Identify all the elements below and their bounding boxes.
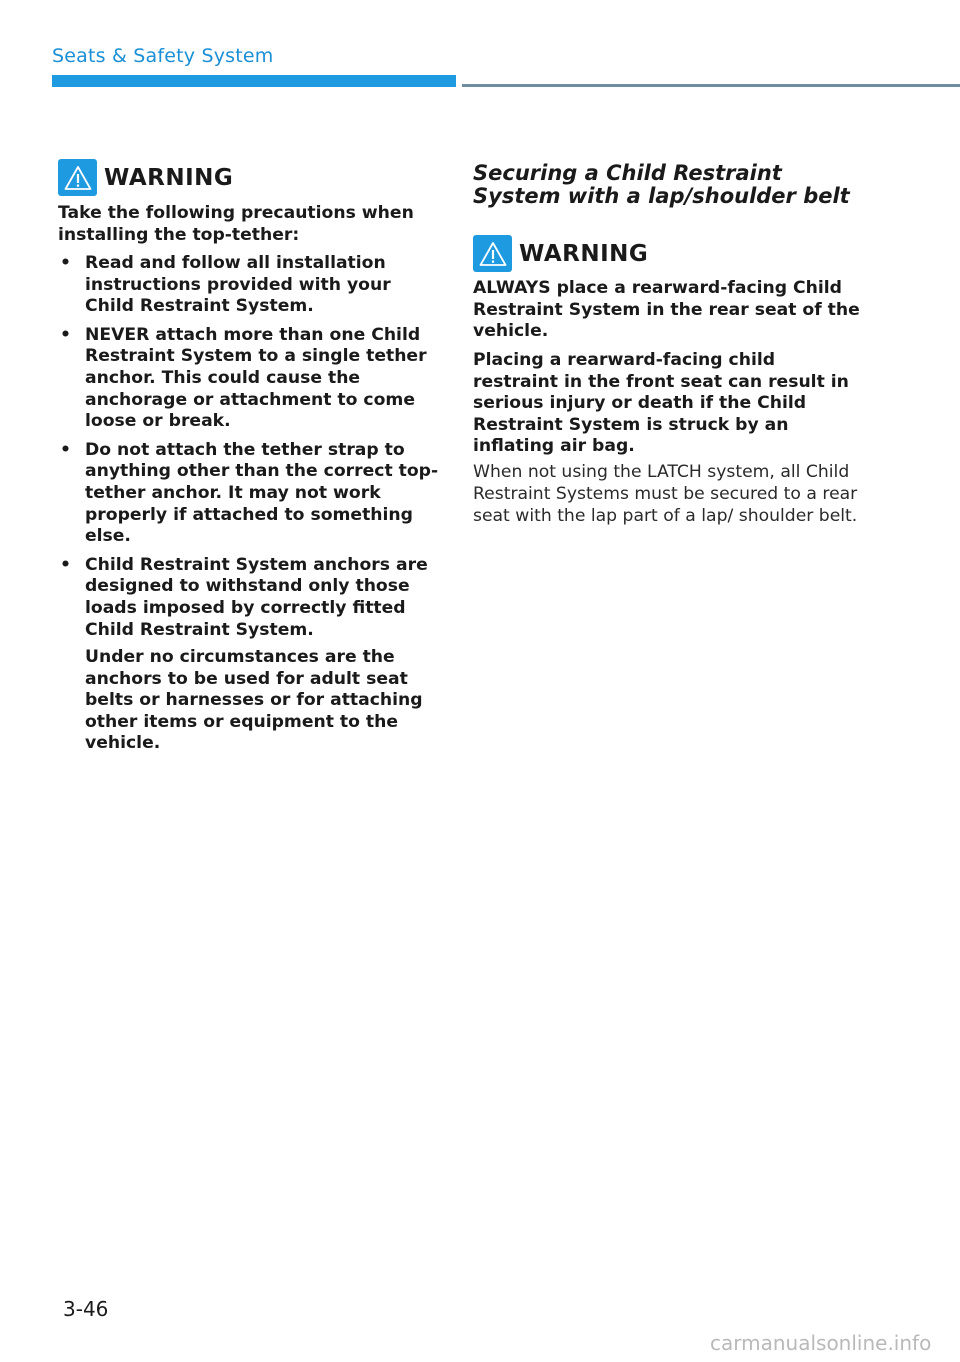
page-number: 3-46 [63, 1297, 109, 1321]
warning-intro: Take the following precautions when installing the top-tether: [58, 203, 414, 245]
list-item-followup: Under no circumstances are the anchors to be used for adult seat belts or harnesses or for attaching other items or equipment to the vehicle. [85, 647, 423, 754]
section-title: Securing a Child Restraint System with a lap/shoulder belt [473, 161, 850, 208]
body-paragraph: When not using the LATCH system, all Child Restraint Systems must be secured to a rear seat with the lap part of a lap/ shoulder belt. [473, 462, 858, 526]
header-accent-bar [52, 75, 456, 87]
warning-heading-right [473, 235, 648, 272]
list-item: • Read and follow all installation instructions provided with your Child Restraint System. [58, 253, 440, 318]
running-header-title: Seats & Safety System [52, 45, 274, 67]
header-rule [462, 84, 960, 87]
warning-triangle-icon [58, 159, 97, 196]
list-item: • Do not attach the tether strap to anything other than the correct top-tether anchor. It may not work properly if attached to something else. [58, 440, 440, 548]
warning-triangle-icon [473, 235, 512, 272]
list-item: • NEVER attach more than one Child Restraint System to a single tether anchor. This could cause the anchorage or attachment to come loose or break. [58, 325, 440, 433]
warning-paragraph-2: Placing a rearward-facing child restraint in the front seat can result in serious injury or death if the Child Restraint System is struck by an inflating air bag. [473, 350, 849, 457]
warning-paragraph-1: ALWAYS place a rearward-facing Child Restraint System in the rear seat of the vehicle. [473, 278, 860, 342]
precautions-list [58, 253, 440, 762]
warning-label: WARNING [104, 164, 234, 191]
watermark: carmanualsonline.info [710, 1331, 932, 1355]
list-item: • Child Restraint System anchors are designed to withstand only those loads imposed by correctly fitted Child Restraint System. Under no circumstances are the anchors to be used for adult seat belts or harnesses or for attaching other items or equipment to the vehicle. [58, 555, 440, 755]
warning-heading-left [58, 159, 233, 196]
warning-label: WARNING [519, 240, 649, 267]
